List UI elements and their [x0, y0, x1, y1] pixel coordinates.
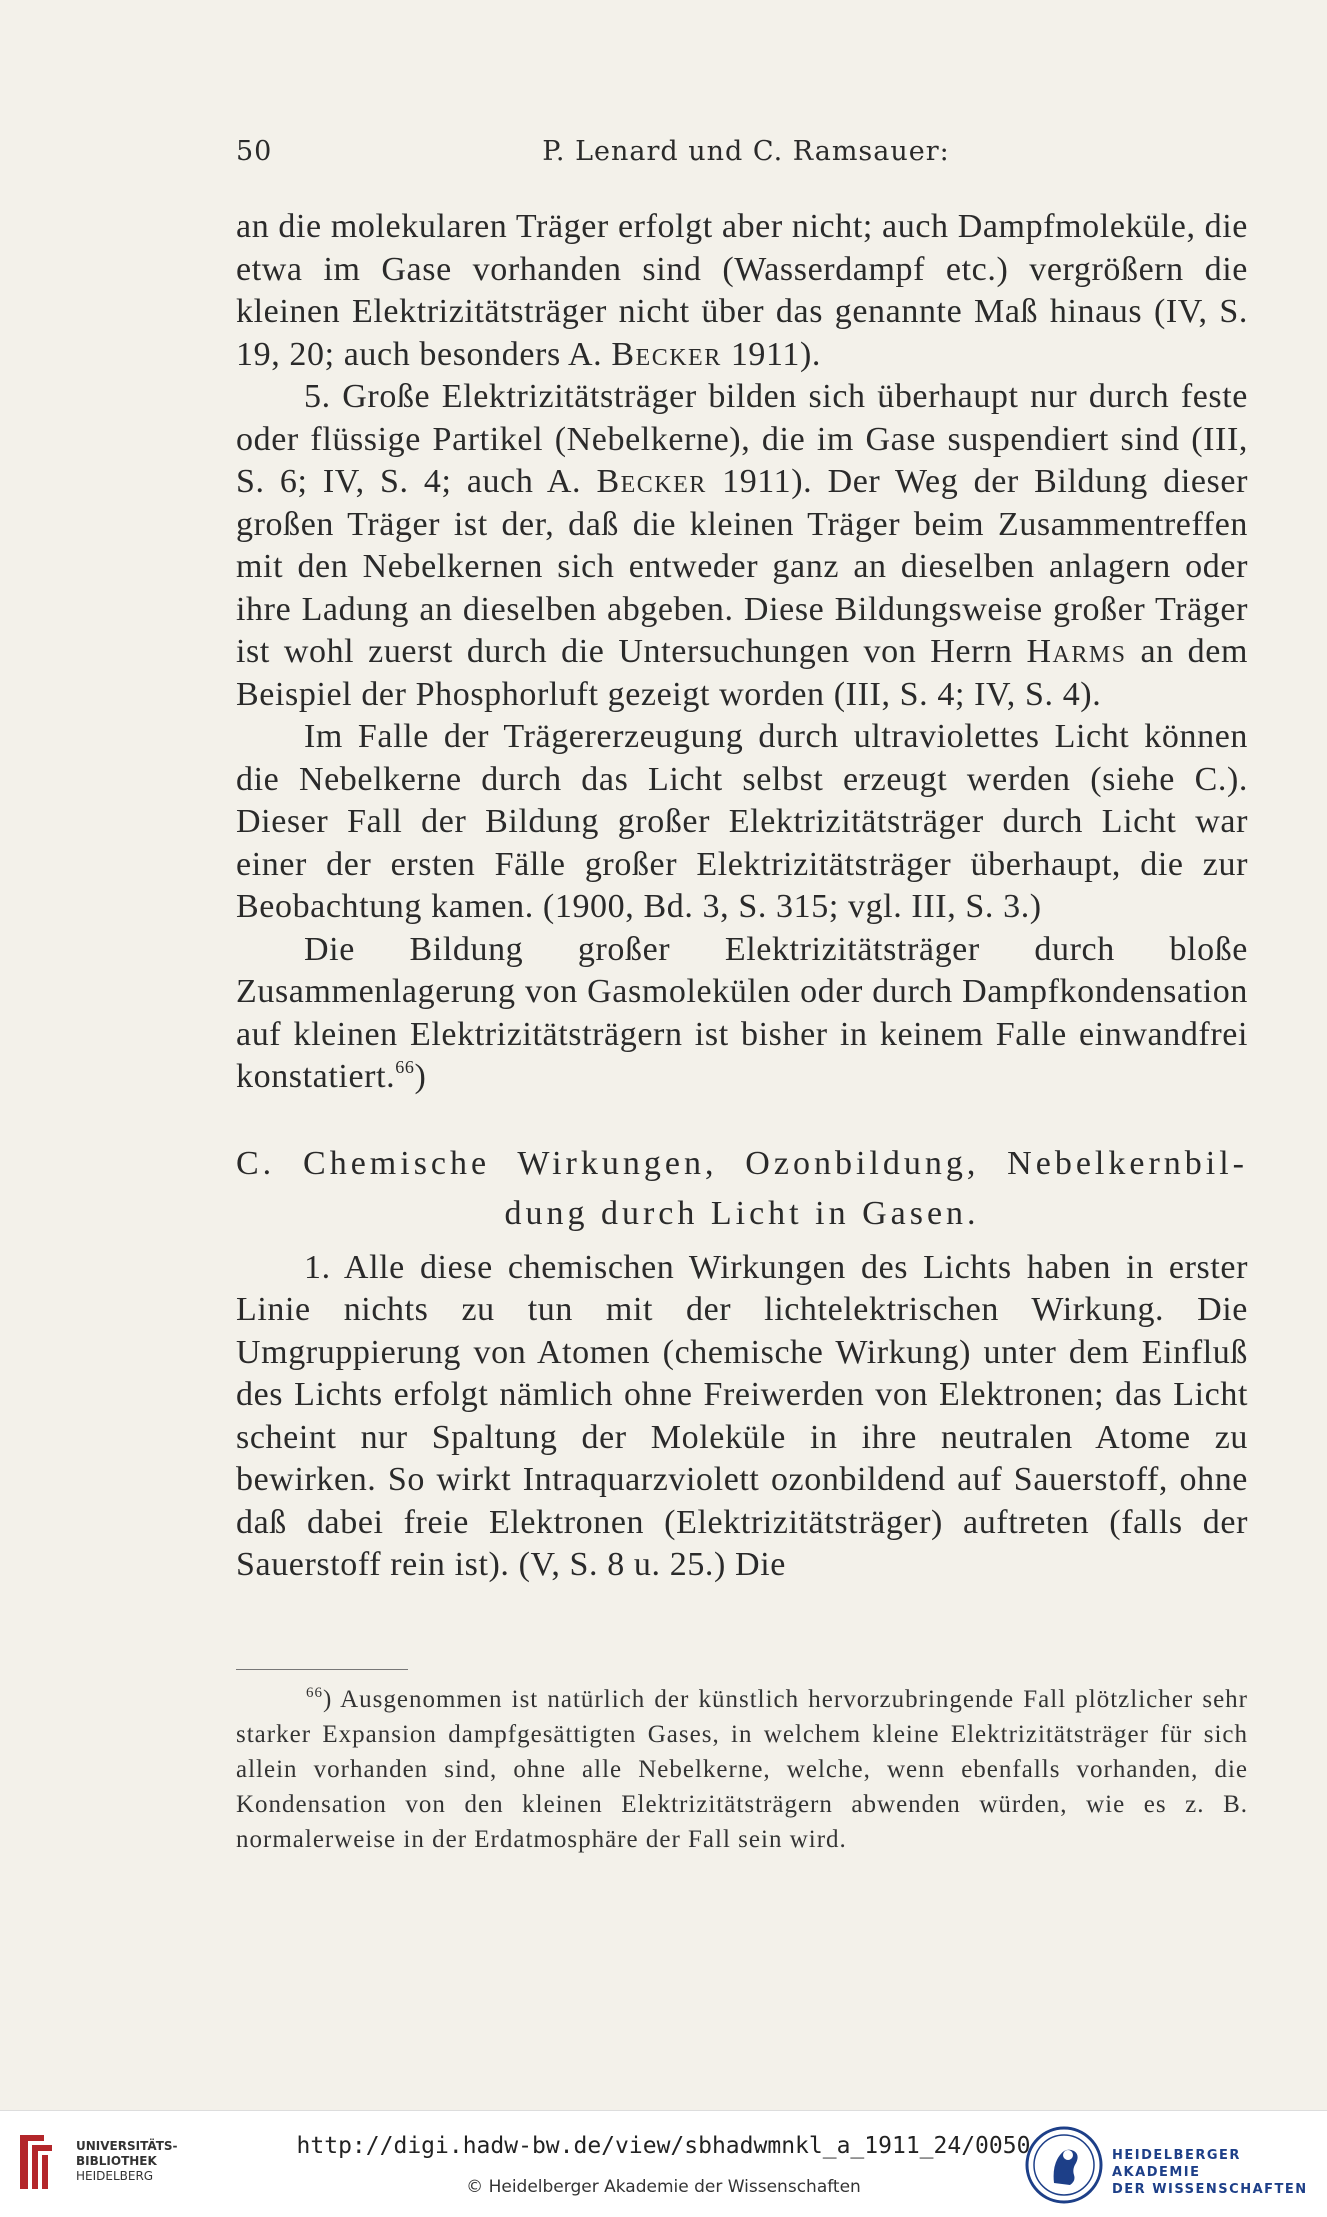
- footnote-text: Ausgenommen ist natürlich der künstlich hervorzubringende Fall plötzlicher sehr starker Expansion dampfgesättigten Gases, in welchem kleine Elektrizitätsträger für sich allein vorhanden sind, ohne alle Nebelkerne, welche, wenn ebenfalls vorhanden, die Kondensation von den kleinen Elektrizitätsträgern abwenden würden, wie es z. B. normalerweise in der Erdatmosphäre der Fall sein wird.: [236, 1686, 1248, 1853]
- footnote-divider: [236, 1669, 408, 1670]
- academy-name-line-2: DER WISSENSCHAFTEN: [1112, 2182, 1308, 2197]
- footnote-number: 66: [306, 1685, 323, 1701]
- page-number: 50: [236, 136, 273, 167]
- author-name-becker-2: Becker: [596, 463, 707, 500]
- academy-name: [1112, 2147, 1327, 2198]
- academy-name-line-1: HEIDELBERGER AKADEMIE: [1112, 2148, 1241, 2180]
- footnote-number-close: ): [323, 1686, 333, 1713]
- paragraph-4: [236, 929, 1248, 1099]
- section-heading-line-1: C. Chemische Wirkungen, Ozonbildung, Nebelkernbil-: [236, 1144, 1248, 1182]
- paragraph-1: [236, 206, 1248, 376]
- library-name-line-2: BIBLIOTHEK: [76, 2154, 157, 2168]
- paragraph-1-text-b: 1911).: [721, 335, 821, 373]
- paragraph-1-text-a: an die molekularen Träger erfolgt aber nicht; auch Dampfmoleküle, die etwa im Gase vorhanden sind (Wasserdampf etc.) vergrößern die kleinen Elektrizitätsträger nicht über das genannte Maß hinaus (IV, S. 19, 20; auch besonders A.: [236, 208, 1248, 373]
- paragraph-2-text-c: an dem Beispiel der Phosphorluft gezeigt worden (III, S. 4; IV, S. 4).: [236, 633, 1248, 713]
- paragraph-2-text-a: 5. Große Elektrizitätsträger bilden sich überhaupt nur durch feste oder flüssige Partikel (Nebelkerne), die im Gase suspendiert sind (III, S. 6; IV, S. 4; auch A.: [236, 378, 1248, 500]
- author-name-harms: Harms: [1026, 633, 1127, 670]
- permalink-url[interactable]: http://digi.hadw-bw.de/view/sbhadwmnkl_a_1911_24/0050: [296, 2133, 1031, 2159]
- copyright-notice: © Heidelberger Akademie der Wissenschaften: [466, 2177, 861, 2197]
- footnote: [236, 1682, 1248, 1857]
- viewer-footer: [0, 2110, 1327, 2217]
- paragraph-4-close: ): [414, 1058, 427, 1095]
- section-heading: [236, 1139, 1248, 1239]
- paragraph-3: Im Falle der Trägererzeugung durch ultraviolettes Licht können die Nebelkerne durch das Licht selbst erzeugt werden (siehe C.). Dieser Fall der Bildung großer Elektrizitätsträger durch Licht war einer der ersten Fälle großer Elektrizitätsträger überhaupt, die zur Beobachtung kamen. (1900, Bd. 3, S. 315; vgl. III, S. 3.): [236, 718, 1248, 925]
- author-name-becker: Becker: [611, 335, 722, 373]
- footnote-reference: 66: [395, 1057, 415, 1077]
- paragraph-5: 1. Alle diese chemischen Wirkungen des Lichts haben in erster Linie nichts zu tun mit der lichtelektrischen Wirkung. Die Umgruppierung von Atomen (chemische Wirkung) unter dem Einfluß des Lichts erfolgt nämlich ohne Freiwerden von Elektronen; das Licht scheint nur Spaltung der Moleküle in ihre neutralen Atome zu bewirken. So wirkt Intraquarzviolett ozonbildend auf Sauerstoff, ohne daß dabei freie Elektronen (Elektrizitätsträger) auftreten (falls der Sauerstoff rein ist). (V, S. 8 u. 25.) Die: [236, 1248, 1248, 1583]
- paragraph-2-text-b: 1911). Der Weg der Bildung dieser großen Träger ist der, daß die kleinen Träger beim Zusammentreffen mit den Nebelkernen sich entweder ganz an dieselben anlagern oder ihre Ladung an dieselben abgeben. Diese Bildungsweise großer Träger ist wohl zuerst durch die Untersuchungen von Herrn: [236, 463, 1248, 670]
- paragraph-2: [236, 376, 1248, 716]
- body-text: [236, 206, 1248, 1587]
- library-name-line-3: HEIDELBERG: [76, 2169, 154, 2183]
- section-heading-line-2: dung durch Licht in Gasen.: [504, 1194, 980, 1232]
- running-title: P. Lenard und C. Ramsauer:: [542, 136, 950, 167]
- paragraph-4-text: Die Bildung großer Elektrizitätsträger durch bloße Zusammenlagerung von Gasmolekülen oder durch Dampfkondensation auf kleinen Elektrizitätsträgern ist bisher in keinem Falle einwandfrei konstatiert.: [236, 930, 1248, 1095]
- library-name-line-1: UNIVERSITÄTS-: [76, 2139, 178, 2153]
- academy-seal-icon: [1024, 2125, 1104, 2205]
